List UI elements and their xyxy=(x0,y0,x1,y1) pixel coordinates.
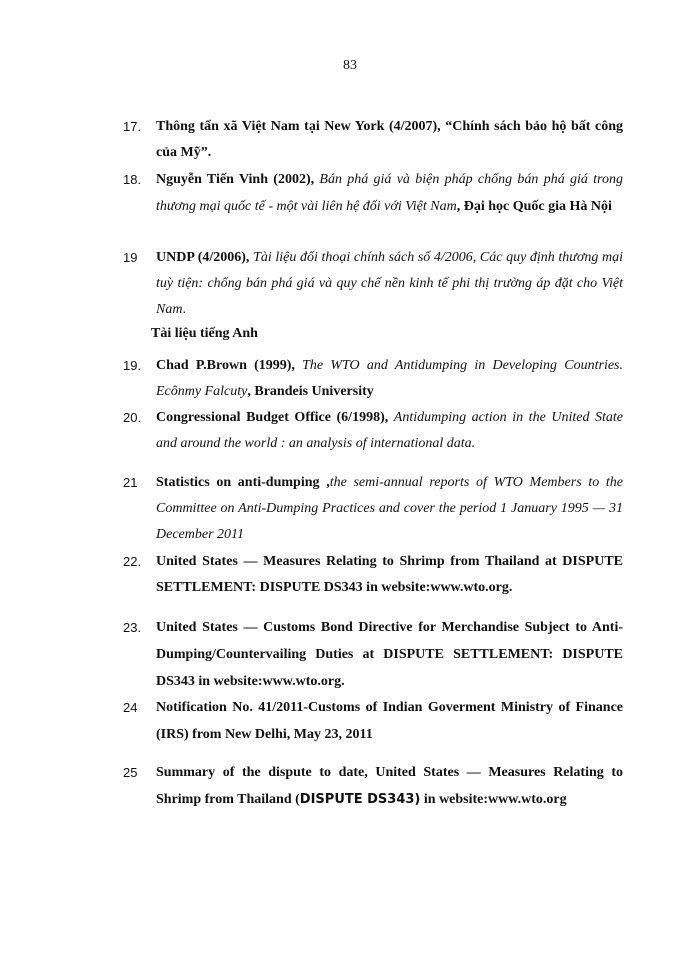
page-number: 83 xyxy=(343,58,357,73)
reference-title: Bán phá giá và biện pháp chống bán phá giá trong thương mại quốc tế - một vài liên hệ đối với Việt Nam xyxy=(156,172,623,214)
reference-text: Summary of the dispute to date, United States — Measures Relating to Shrimp from Thailand (DISPUTE DS343) in website:www.wto.org xyxy=(156,765,623,807)
reference-20 xyxy=(123,405,623,457)
reference-publisher: , Brandeis University xyxy=(247,384,374,399)
reference-title: Antidumping action in the United State and around the world : an analysis of international data. xyxy=(156,410,623,451)
reference-number: 25 xyxy=(123,765,138,780)
section-heading: Tài liệu tiếng Anh xyxy=(151,326,258,341)
reference-text: Thông tấn xã Việt Nam tại New York (4/2007), “Chính sách bảo hộ bất công của Mỹ”. xyxy=(156,119,623,160)
reference-text xyxy=(156,405,623,457)
reference-number: 23. xyxy=(123,620,142,635)
dispute-code: DISPUTE DS343) xyxy=(299,792,421,807)
reference-19-undp xyxy=(123,245,623,323)
reference-text: UNDP (4/2006), Tài liệu đối thoại chính sách số 4/2006, Các quy định thương mại tuỳ tiện: chống bán phá giá và quy chế nền kinh tế phi thị trường áp đặt cho Việt Nam. xyxy=(156,250,624,317)
reference-publisher: , Đại học Quốc gia Hà Nội xyxy=(456,199,612,214)
reference-19-brown xyxy=(123,353,623,405)
reference-number: 17. xyxy=(123,119,142,134)
reference-number: 19 xyxy=(123,250,138,265)
reference-18 xyxy=(123,166,623,220)
reference-number: 24 xyxy=(123,700,138,715)
reference-23 xyxy=(123,614,623,695)
reference-number: 21 xyxy=(123,475,138,490)
reference-21 xyxy=(123,470,623,548)
reference-number: 22. xyxy=(123,554,142,569)
reference-author: Congressional Budget Office (6/1998), xyxy=(156,410,394,425)
reference-number: 19. xyxy=(123,358,142,373)
reference-text: Notification No. 41/2011-Customs of Indian Goverment Ministry of Finance (IRS) from New Delhi, May 23, 2011 xyxy=(156,700,623,742)
reference-title: the semi-annual reports of WTO Members to the Committee on Anti-Dumping Practices and cover the period 1 January 1995 — 31 December 2011 xyxy=(156,475,624,542)
reference-author: UNDP (4/2006), xyxy=(156,250,254,265)
reference-author: Statistics on anti-dumping , xyxy=(156,475,330,490)
reference-number: 20. xyxy=(123,410,142,425)
reference-25 xyxy=(123,759,623,813)
reference-title: The WTO and Antidumping in Developing Countries. Ecônmy Falcuty xyxy=(156,358,623,399)
reference-text xyxy=(156,353,623,405)
reference-text xyxy=(156,166,623,220)
reference-title: Tài liệu đối thoại chính sách số 4/2006, Các quy định thương mại tuỳ tiện: chống bán phá giá và quy chế nền kinh tế phi thị trường áp đặt cho Việt Nam xyxy=(156,250,624,317)
reference-17 xyxy=(123,114,623,166)
reference-text xyxy=(156,470,623,548)
reference-author: Nguyễn Tiến Vinh (2002), xyxy=(156,172,320,187)
reference-number: 18. xyxy=(123,172,142,187)
reference-text: United States — Customs Bond Directive for Merchandise Subject to Anti-Dumping/Countervailing Duties at DISPUTE SETTLEMENT: DISPUTE DS343 in website:www.wto.org. xyxy=(156,620,623,689)
reference-text: United States — Measures Relating to Shrimp from Thailand at DISPUTE SETTLEMENT: DISPUTE DS343 in website:www.wto.org. xyxy=(156,554,623,595)
reference-22 xyxy=(123,549,623,601)
reference-24 xyxy=(123,694,623,748)
reference-author: Chad P.Brown (1999), xyxy=(156,358,303,373)
